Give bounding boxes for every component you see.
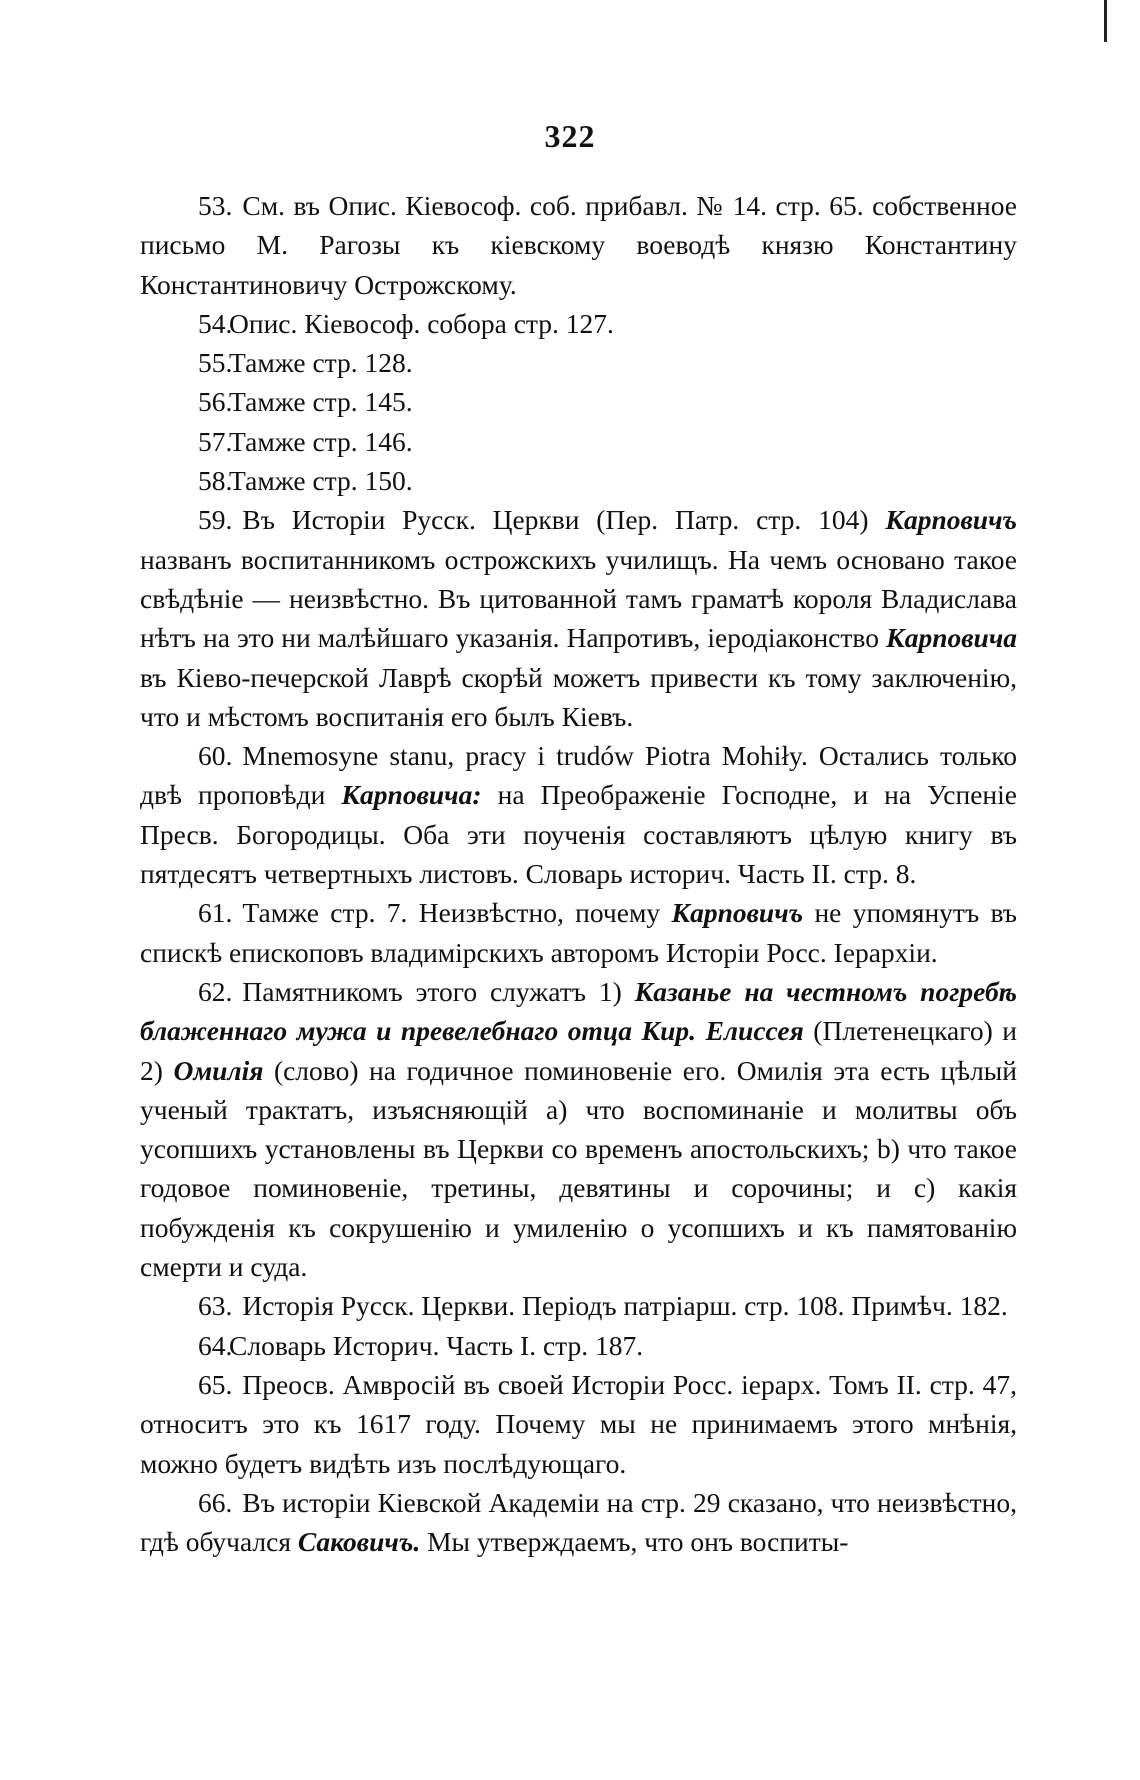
note-text: Тамже стр. 128. [229, 347, 413, 379]
footnotes-list [140, 186, 1017, 1561]
note-text: Преосв. Амвросій въ своей Исторіи Росс. іерарх. Томъ II. стр. 47, относитъ это къ 1617 году. Почему мы не принимаемъ этого мнѣнія, можно будетъ видѣть изъ послѣдующаго. [140, 1368, 1017, 1479]
note-emphasis: Карповича [886, 622, 1018, 654]
note-text: Опис. Кіевософ. собора стр. 127. [229, 307, 614, 339]
note-number: 55. [198, 347, 233, 379]
note-53 [140, 186, 1017, 304]
note-61 [140, 893, 1017, 972]
note-54 [140, 304, 1017, 343]
note-number: 57. [198, 425, 233, 457]
note-text: Мы утверждаемъ, что онъ воспиты- [427, 1526, 849, 1558]
note-number: 53. [198, 190, 233, 221]
note-64 [140, 1326, 1017, 1365]
note-59 [140, 500, 1017, 736]
note-text: Въ Исторіи Русск. Церкви (Пер. Патр. стр. 104) [242, 504, 869, 536]
note-emphasis: Карповичъ [885, 504, 1018, 536]
note-57 [140, 422, 1017, 461]
note-text: См. въ Опис. Кіевософ. соб. прибавл. № 14. стр. 65. собственное письмо М. Рагозы къ кіевскому воеводѣ князю Константину Константиновичу Острожскому. [140, 190, 1017, 300]
note-text: въ Кіево-печерской Лаврѣ скорѣй можетъ привести къ тому заключенію, что и мѣстомъ воспитанія его былъ Кіевъ. [140, 661, 1017, 732]
note-text: Въ исторіи Кіевской Академіи на стр. 29 сказано, что неизвѣстно, гдѣ обучался [140, 1486, 1017, 1558]
note-text: Исторія Русск. Церкви. Періодъ патріарш. стр. 108. Примѣч. 182. [242, 1290, 1008, 1322]
page-number: 322 [544, 118, 596, 154]
note-text: Тамже стр. 146. [229, 425, 413, 457]
note-66 [140, 1483, 1017, 1562]
note-number: 54. [198, 307, 233, 339]
note-number: 63. [198, 1290, 233, 1322]
note-number: 61. [198, 897, 233, 929]
note-emphasis: Карповича: [341, 779, 482, 811]
note-text: названъ воспитанникомъ острожскихъ училищъ. На чемъ основано такое свѣдѣніе — неизвѣстно. Въ цитованной тамъ граматѣ короля Владислава нѣтъ на это ни малѣйшаго указанія. Напротивъ, іеродіаконство [140, 543, 1017, 654]
note-number: 56. [198, 386, 233, 418]
note-58 [140, 461, 1017, 500]
note-emphasis: Карповичъ [671, 897, 804, 929]
note-number: 65. [198, 1368, 233, 1400]
page-edge-mark [1104, 0, 1107, 42]
note-emphasis: Саковичъ. [297, 1526, 421, 1558]
note-55 [140, 343, 1017, 382]
note-number: 62. [198, 975, 233, 1007]
note-63 [140, 1286, 1017, 1325]
note-text: (Плетенецкаго) и 2) [140, 1015, 1017, 1086]
note-text: Тамже стр. 150. [229, 465, 413, 497]
note-56 [140, 382, 1017, 421]
note-text: Словарь Историч. Часть I. стр. 187. [229, 1329, 644, 1361]
note-text: (слово) на годичное поминовеніе его. Омилія эта есть цѣлый ученый трактатъ, изъясняющій a) что воспоминаніе и молитвы объ усопшихъ установлены въ Церкви со временъ апостольскихъ; b) что такое годовое поминовеніе, третины, девятины и сорочины; и c) какія побужденія къ сокрушенію и умиленію о усопшихъ и къ памятованію смерти и суда. [140, 1054, 1017, 1283]
note-text: Тамже стр. 7. Неизвѣстно, почему [242, 897, 661, 929]
note-text: на Преображеніе Господне, и на Успеніе Пресв. Богородицы. Оба эти поученія составляютъ цѣлую книгу въ пятдесятъ четвертныхъ листовъ. Словарь историч. Часть II. стр. 8. [140, 779, 1017, 890]
note-emphasis: Казанье на честномъ погребѣ блаженнаго мужа и превелебнаго отца Кир. Елиссея [140, 975, 1018, 1047]
note-emphasis: Омилія [173, 1054, 264, 1086]
note-62 [140, 972, 1017, 1286]
note-text: Тамже стр. 145. [229, 386, 413, 418]
note-60 [140, 736, 1017, 893]
note-number: 60. [198, 740, 233, 772]
note-number: 59. [198, 504, 233, 536]
note-number: 66. [198, 1486, 233, 1518]
note-text: не упомянутъ въ спискѣ епископовъ владимірскихъ авторомъ Исторіи Росс. Іерархіи. [140, 897, 1018, 968]
note-number: 58. [198, 465, 233, 497]
note-text: Mnemosyne stanu, pracy i trudów Piotra Mohiły. Остались только двѣ проповѣди [140, 740, 1017, 811]
note-text: Памятникомъ этого служатъ 1) [242, 975, 622, 1007]
note-number: 64. [198, 1329, 233, 1361]
note-65 [140, 1365, 1017, 1483]
